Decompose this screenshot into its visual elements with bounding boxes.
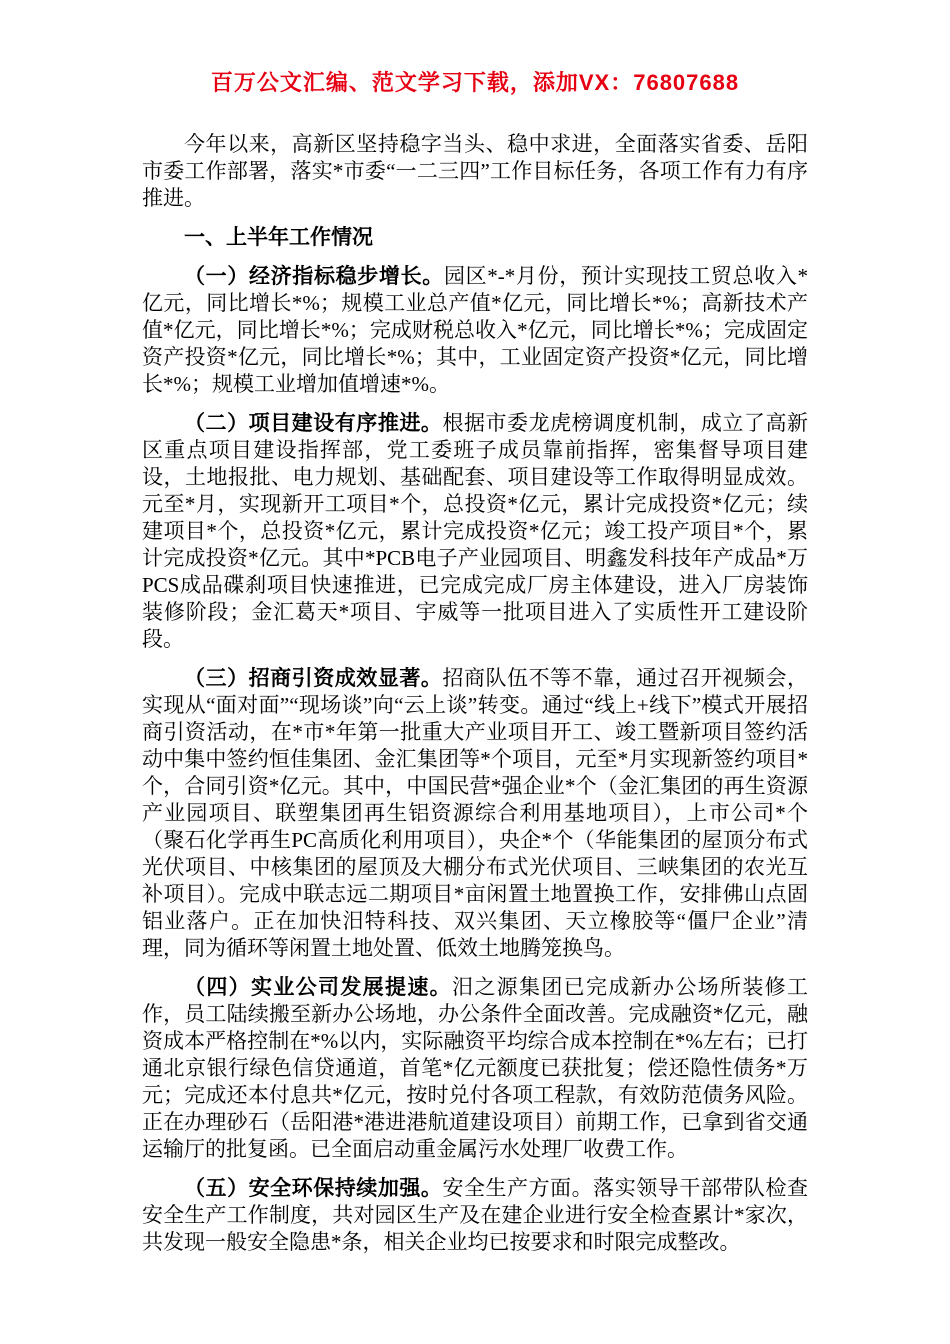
paragraph-economic-indicators-lead: （一）经济指标稳步增长。 [184, 264, 444, 288]
paragraph-safety-environment-body: 安全生产方面。落实领导干部带队检查安全生产工作制度，共对园区生产及在建企业进行安全检查累计*家次，共发现一般安全隐患*条，相关企业均已按要求和时限完成整改。 [142, 1176, 809, 1254]
paragraph-investment-promotion-body: 招商队伍不等不靠，通过召开视频会，实现从“面对面”“现场谈”向“云上谈”转变。通过“线上+线下”模式开展招商引资活动，在*市*年第一批重大产业项目开工、竣工暨新项目签约活动中集中签约恒佳集团、金汇集团等*个项目，元至*月实现新签约项目*个，合同引资*亿元。其中，中国民营*强企业*个（金汇集团的再生资源产业园项目、联塑集团再生铝资源综合利用基地项目），上市公司*个（聚石化学再生PC高质化利用项目），央企*个（华能集团的屋顶分布式光伏项目、中核集团的屋顶及大棚分布式光伏项目、三峡集团的农光互补项目）。完成中联志远二期项目*亩闲置土地置换工作，安排佛山点固铝业落户。正在加快汨特科技、双兴集团、天立橡胶等“僵尸企业”清理，同为循环等闲置土地处置、低效土地腾笼换鸟。 [142, 666, 809, 960]
paragraph-company-development [142, 974, 808, 1163]
document-content [142, 131, 808, 1256]
paragraph-safety-environment-lead: （五）安全环保持续加强。 [184, 1176, 443, 1200]
paragraph-investment-promotion [142, 665, 808, 962]
section-1-heading: 一、上半年工作情况 [184, 225, 373, 249]
paragraph-project-construction [142, 410, 808, 653]
paragraph-project-construction-body: 根据市委龙虎榜调度机制，成立了高新区重点项目建设指挥部，党工委班子成员靠前指挥，密集督导项目建设，土地报批、电力规划、基础配套、项目建设等工作取得明显成效。元至*月，实现新开工项目*个，总投资*亿元，累计完成投资*亿元；续建项目*个，总投资*亿元，累计完成投资*亿元；竣工投产项目*个，累计完成投资*亿元。其中*PCB电子产业园项目、明鑫发科技年产成品*万PCS成品碟刹项目快速推进，已完成完成厂房主体建设，进入厂房装饰装修阶段；金汇葛天*项目、宇威等一批项目进入了实质性开工建设阶段。 [142, 411, 809, 651]
paragraph-company-development-lead: （四）实业公司发展提速。 [184, 975, 452, 999]
intro-paragraph: 今年以来，高新区坚持稳字当头、稳中求进，全面落实省委、岳阳市委工作部署，落实*市委“一二三四”工作目标任务，各项工作有力有序推进。 [142, 132, 808, 210]
paragraph-economic-indicators [142, 263, 808, 398]
paragraph-economic-indicators-body: 园区*-*月份，预计实现技工贸总收入*亿元，同比增长*%；规模工业总产值*亿元，同比增长*%；高新技术产值*亿元，同比增长*%；完成财税总收入*亿元，同比增长*%；完成固定资产投资*亿元，同比增长*%；其中，工业固定资产投资*亿元，同比增长*%；规模工业增加值增速*%。 [142, 264, 809, 396]
paragraph-company-development-body: 汨之源集团已完成新办公场所装修工作，员工陆续搬至新办公场地，办公条件全面改善。完成融资*亿元，融资成本严格控制在*%以内，实际融资平均综合成本控制在*%左右；已打通北京银行绿色信贷通道，首笔*亿元额度已获批复；偿还隐性债务*万元；完成还本付息共*亿元，按时兑付各项工程款，有效防范债务风险。正在办理砂石（岳阳港*港进港航道建设项目）前期工作，已拿到省交通运输厅的批复函。已全面启动重金属污水处理厂收费工作。 [142, 975, 808, 1161]
paragraph-investment-promotion-lead: （三）招商引资成效显著。 [184, 666, 443, 690]
download-banner-text: 百万公文汇编、范文学习下载，添加VX：76807688 [210, 70, 740, 95]
paragraph-project-construction-lead: （二）项目建设有序推进。 [184, 411, 443, 435]
paragraph-safety-environment [142, 1175, 808, 1256]
